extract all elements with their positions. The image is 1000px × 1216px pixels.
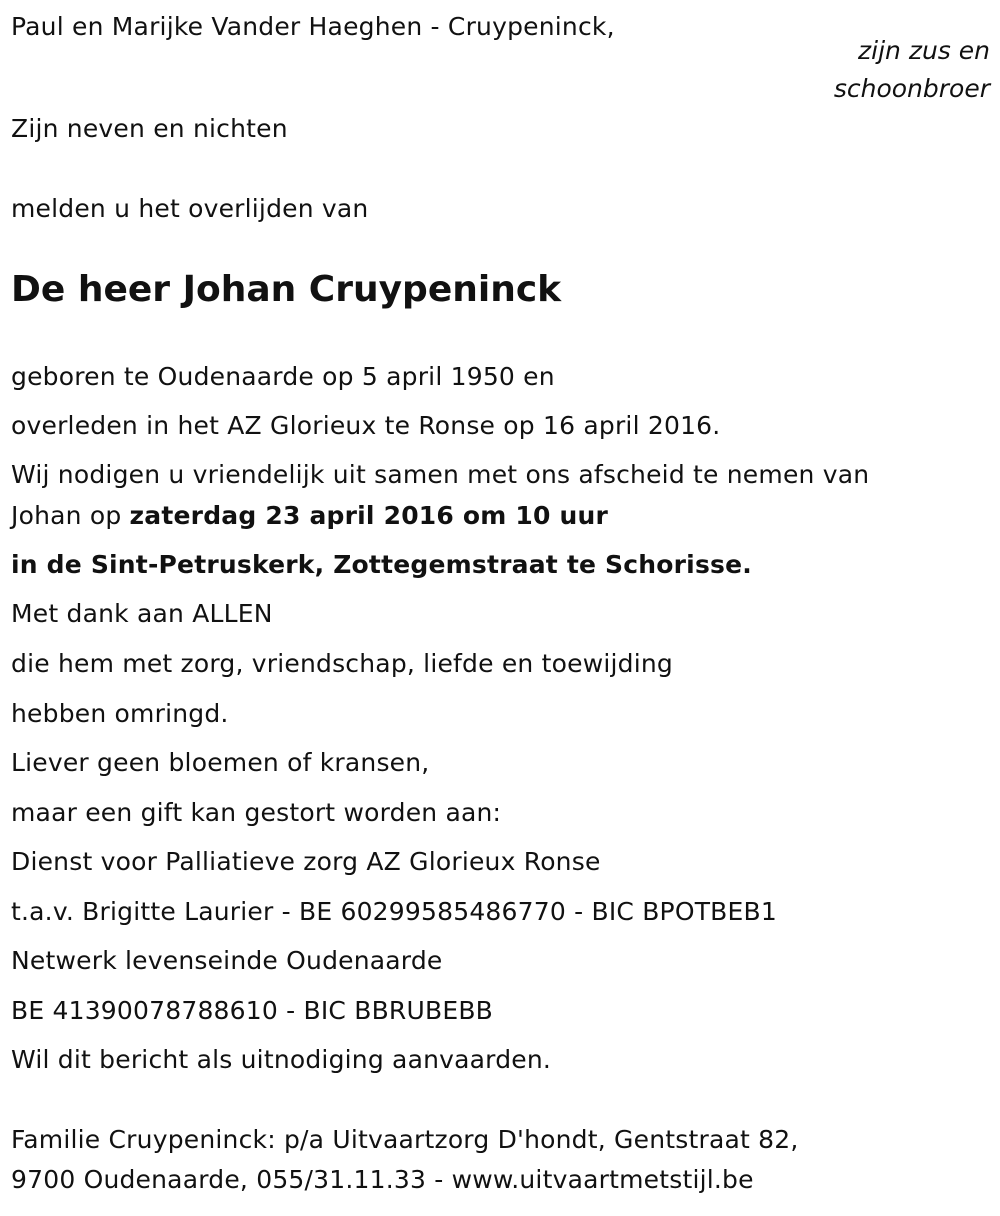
charity-2-account: BE 41390078788610 - BIC BBRUBEBB <box>11 996 494 1025</box>
relation-line-1: zijn zus en <box>858 36 990 65</box>
thanks-line-2: die hem met zorg, vriendschap, liefde en toewijding <box>11 649 673 678</box>
flowers-line-2: maar een gift kan gestort worden aan: <box>11 798 502 827</box>
sister-line: Paul en Marijke Vander Haeghen - Cruypeninck, <box>11 12 615 41</box>
thanks-line-1: Met dank aan ALLEN <box>11 599 273 628</box>
flowers-line-1: Liever geen bloemen of kransen, <box>11 748 430 777</box>
announce-line: melden u het overlijden van <box>11 194 369 223</box>
footer-address-1: Familie Cruypeninck: p/a Uitvaartzorg D'hondt, Gentstraat 82, <box>11 1125 799 1154</box>
died-line: overleden in het AZ Glorieux te Ronse op 16 april 2016. <box>11 411 721 440</box>
location-line: in de Sint-Petruskerk, Zottegemstraat te Schorisse. <box>11 550 752 579</box>
invite-prefix: Johan op <box>11 501 130 530</box>
charity-2-name: Netwerk levenseinde Oudenaarde <box>11 946 443 975</box>
thanks-line-3: hebben omringd. <box>11 699 229 728</box>
cousins-line: Zijn neven en nichten <box>11 114 288 143</box>
relation-line-2: schoonbroer <box>833 74 990 103</box>
invite-line: Wij nodigen u vriendelijk uit samen met ons afscheid te nemen van <box>11 460 870 489</box>
footer-address-2: 9700 Oudenaarde, 055/31.11.33 - www.uitvaartmetstijl.be <box>11 1165 754 1194</box>
charity-1-name: Dienst voor Palliatieve zorg AZ Glorieux Ronse <box>11 847 601 876</box>
charity-1-account: t.a.v. Brigitte Laurier - BE 60299585486770 - BIC BPOTBEB1 <box>11 897 777 926</box>
born-line: geboren te Oudenaarde op 5 april 1950 en <box>11 362 555 391</box>
invite-date: zaterdag 23 april 2016 om 10 uur <box>129 501 609 530</box>
closing-line: Wil dit bericht als uitnodiging aanvaarden. <box>11 1045 552 1074</box>
invite-date-line <box>11 501 608 531</box>
deceased-name: De heer Johan Cruypeninck <box>11 269 562 310</box>
